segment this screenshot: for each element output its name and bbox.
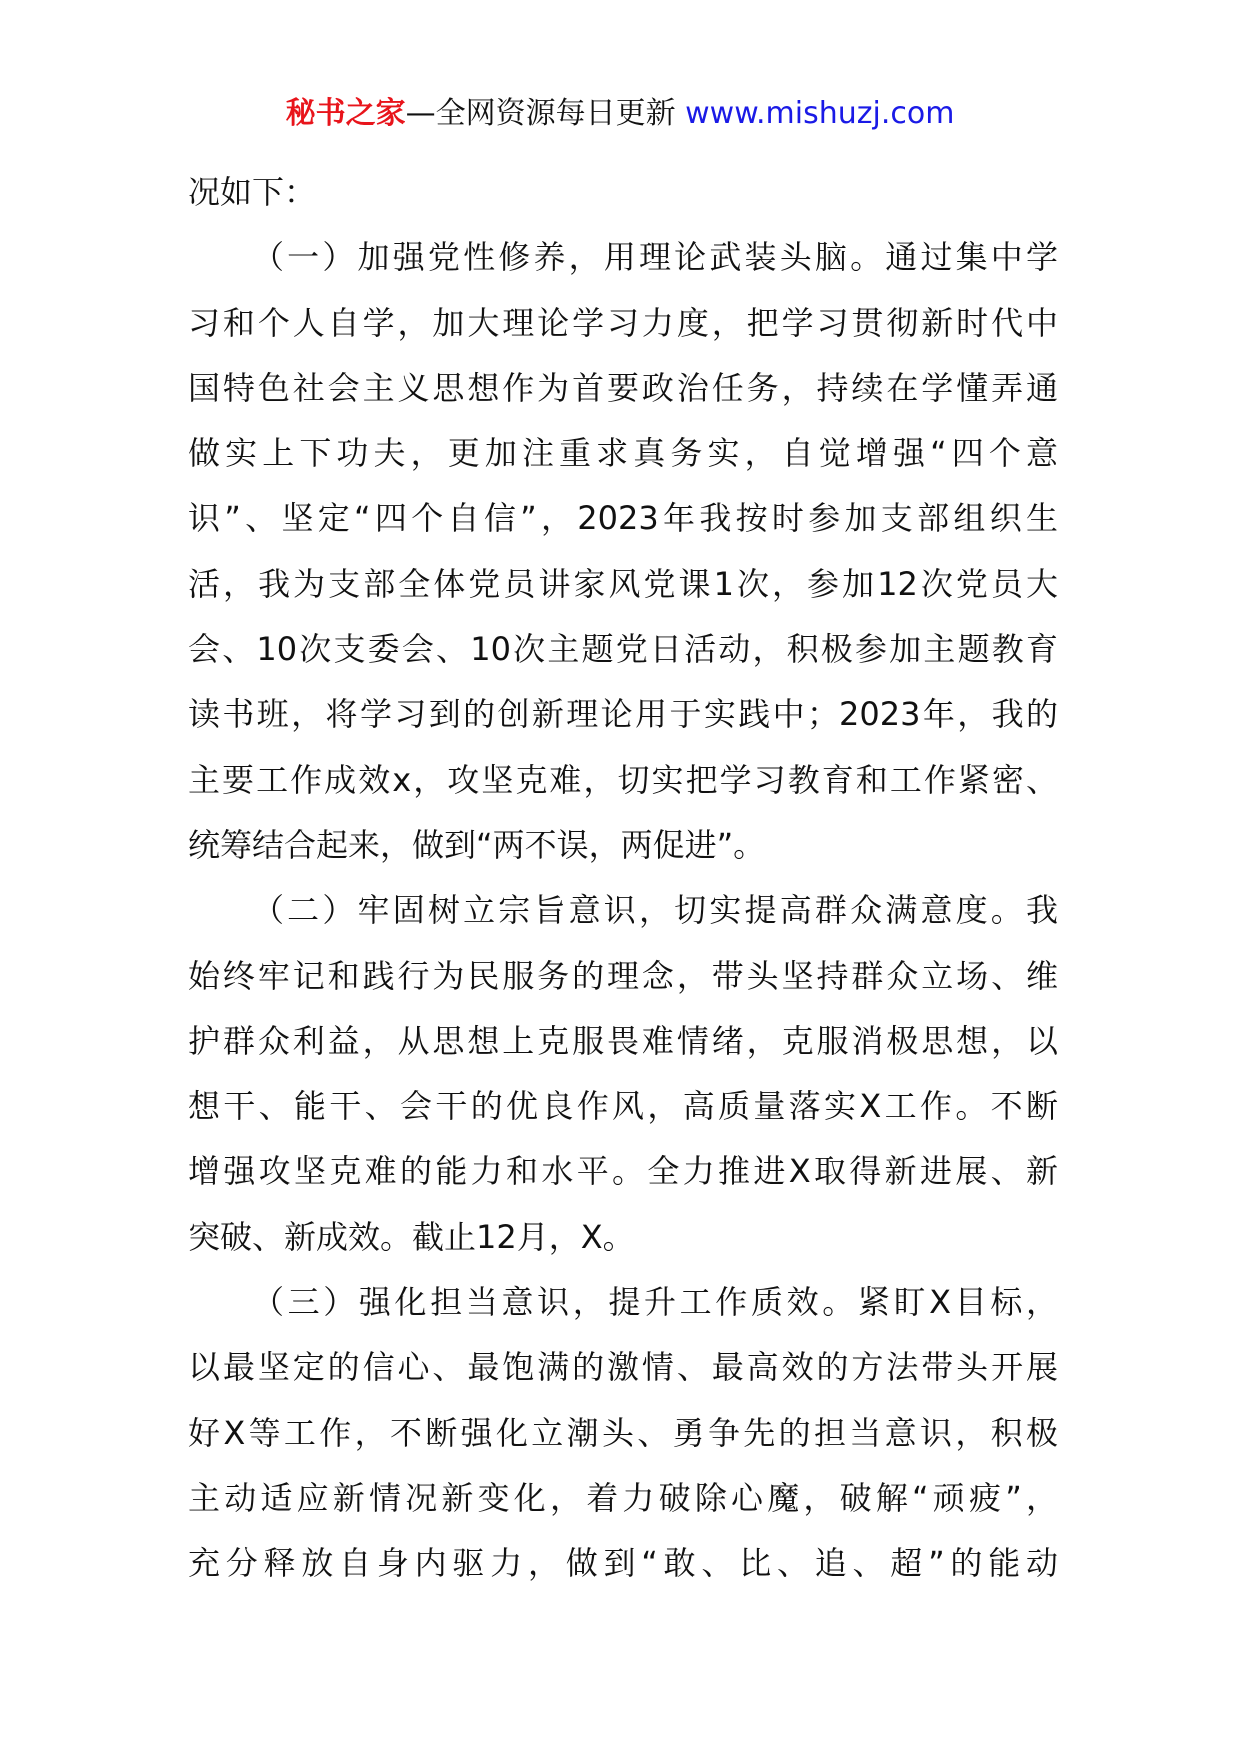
text-line: 统筹结合起来，做到“两不误，两促进”。 [188,825,766,864]
brand-name: 秘书之家 [285,96,406,131]
text-line: 况如下： [188,173,317,211]
text-line: 始终牢记和践行为民服务的理念，带头坚持群众立场、维 [188,956,1058,995]
text-line: 护群众利益，从思想上克服畏难情绪，克服消极思想，以 [188,1021,1058,1060]
text-line: 突破、新成效。截止12月，X。 [188,1217,635,1256]
text-line: 识”、坚定“四个自信”，2023年我按时参加支部组织生 [188,499,1058,538]
text-line: 以最坚定的信心、最饱满的激情、最高效的方法带头开展 [188,1348,1058,1387]
document-body [188,160,1058,1597]
text-line: 主要工作成效x，攻坚克难，切实把学习教育和工作紧密、 [188,760,1058,799]
header-tagline: —全网资源每日更新 [405,96,686,131]
text-line: 国特色社会主义思想作为首要政治任务，持续在学懂弄通 [188,368,1058,407]
section-2-heading-line: （二）牢固树立宗旨意识，切实提高群众满意度。我 [252,891,1058,930]
text-line: 做实上下功夫，更加注重求真务实，自觉增强“四个意 [188,434,1058,473]
text-line: 活，我为支部全体党员讲家风党课1次，参加12次党员大 [188,564,1058,603]
website-link[interactable]: www.mishuzj.com [685,96,955,131]
section-1-heading-line: （一）加强党性修养，用理论武装头脑。通过集中学 [252,238,1058,277]
text-line: 习和个人自学，加大理论学习力度，把学习贯彻新时代中 [188,303,1058,342]
text-line: 充分释放自身内驱力，做到“敢、比、追、超”的能动 [188,1544,1058,1583]
section-3-heading-line: （三）强化担当意识，提升工作质效。紧盯X目标， [252,1283,1058,1322]
text-line: 主动适应新情况新变化，着力破除心魔，破解“顽疲”， [188,1478,1058,1517]
text-line: 增强攻坚克难的能力和水平。全力推进X取得新进展、新 [188,1152,1058,1191]
text-line: 会、10次支委会、10次主题党日活动，积极参加主题教育 [188,630,1058,669]
text-line: 好X等工作，不断强化立潮头、勇争先的担当意识，积极 [188,1413,1058,1452]
text-line: 想干、能干、会干的优良作风，高质量落实X工作。不断 [188,1087,1058,1126]
text-line: 读书班，将学习到的创新理论用于实践中；2023年，我的 [188,695,1058,734]
site-watermark-header [0,94,1240,134]
